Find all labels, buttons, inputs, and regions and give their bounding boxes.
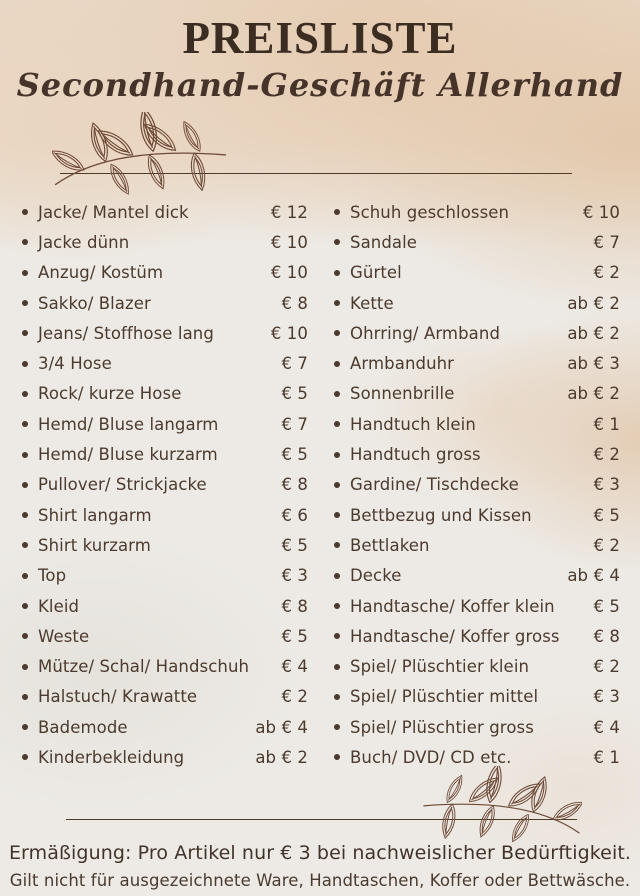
item-price: € 8 — [281, 293, 308, 313]
item-label: Handtasche/ Koffer klein — [350, 596, 555, 616]
bullet-icon — [334, 512, 340, 518]
item-label: Handtuch klein — [350, 414, 476, 434]
item-price: € 3 — [281, 566, 308, 586]
item-price: € 2 — [593, 535, 620, 555]
bullet-icon — [334, 452, 340, 458]
bullet-icon — [334, 664, 340, 670]
item-price: € 5 — [281, 535, 308, 555]
price-list-item — [332, 500, 620, 530]
item-label: Bademode — [38, 717, 128, 737]
item-price: € 10 — [270, 323, 308, 343]
bullet-icon — [334, 754, 340, 760]
item-price: ab € 4 — [255, 717, 308, 737]
item-label: Handtasche/ Koffer gross — [350, 626, 560, 646]
item-label: Spiel/ Plüschtier klein — [350, 657, 530, 677]
price-list-item — [20, 379, 308, 409]
bullet-icon — [22, 452, 28, 458]
bullet-icon — [22, 664, 28, 670]
price-list-item — [332, 409, 620, 439]
item-price: € 6 — [281, 505, 308, 525]
bullet-icon — [334, 542, 340, 548]
bullet-icon — [22, 633, 28, 639]
item-price: € 5 — [593, 596, 620, 616]
bullet-icon — [334, 633, 340, 639]
price-list-item — [332, 258, 620, 288]
item-price: € 7 — [281, 354, 308, 374]
item-label: Shirt langarm — [38, 505, 152, 525]
leaf-branch-icon — [420, 766, 582, 844]
price-list-item — [332, 439, 620, 469]
item-price: € 1 — [593, 747, 620, 767]
price-list-column-left — [20, 197, 308, 773]
price-list-item — [332, 561, 620, 591]
item-label: Sonnenbrille — [350, 384, 455, 404]
bullet-icon — [334, 209, 340, 215]
item-label: Pullover/ Strickjacke — [38, 475, 207, 495]
price-list-item — [20, 742, 308, 772]
price-list-item — [332, 197, 620, 227]
bullet-icon — [334, 391, 340, 397]
bullet-icon — [334, 482, 340, 488]
bullet-icon — [22, 391, 28, 397]
price-list-item — [332, 288, 620, 318]
item-label: Shirt kurzarm — [38, 535, 151, 555]
price-list-item — [332, 651, 620, 681]
item-price: € 4 — [281, 657, 308, 677]
price-list-column-right — [332, 197, 620, 773]
price-list-item — [20, 651, 308, 681]
bullet-icon — [22, 542, 28, 548]
item-price: € 8 — [593, 626, 620, 646]
bullet-icon — [22, 573, 28, 579]
item-label: Jeans/ Stoffhose lang — [38, 323, 214, 343]
price-list-item — [20, 500, 308, 530]
item-price: € 10 — [270, 263, 308, 283]
item-label: Spiel/ Plüschtier mittel — [350, 687, 539, 707]
item-price: € 5 — [281, 445, 308, 465]
item-price: € 5 — [281, 384, 308, 404]
bullet-icon — [22, 361, 28, 367]
price-list-item — [20, 470, 308, 500]
bullet-icon — [22, 694, 28, 700]
item-label: Bettlaken — [350, 535, 430, 555]
price-list-item — [20, 227, 308, 257]
item-price: € 7 — [281, 414, 308, 434]
price-list-item — [332, 227, 620, 257]
price-list-item — [20, 621, 308, 651]
price-list-item — [20, 591, 308, 621]
leaf-branch-icon — [52, 112, 230, 196]
bullet-icon — [22, 512, 28, 518]
discount-exclusions-note: Gilt nicht für ausgezeichnete Ware, Handtaschen, Koffer oder Bettwäsche. — [9, 871, 631, 890]
bullet-icon — [22, 209, 28, 215]
item-label: Kinderbekleidung — [38, 747, 185, 767]
price-list-item — [332, 348, 620, 378]
price-list-item — [20, 258, 308, 288]
item-price: € 2 — [593, 263, 620, 283]
bullet-icon — [334, 421, 340, 427]
price-list-item — [332, 318, 620, 348]
price-list — [20, 197, 620, 773]
item-price: ab € 3 — [567, 354, 620, 374]
item-label: Handtuch gross — [350, 445, 481, 465]
item-label: Gardine/ Tischdecke — [350, 475, 519, 495]
bullet-icon — [334, 330, 340, 336]
item-price: € 8 — [281, 596, 308, 616]
item-price: € 3 — [593, 475, 620, 495]
item-label: Rock/ kurze Hose — [38, 384, 182, 404]
page-title: PREISLISTE — [182, 13, 458, 63]
item-label: Bettbezug und Kissen — [350, 505, 532, 525]
bullet-icon — [334, 603, 340, 609]
discount-note: Ermäßigung: Pro Artikel nur € 3 bei nachweislicher Bedürftigkeit. — [8, 842, 632, 864]
item-label: Hemd/ Bluse langarm — [38, 414, 219, 434]
bullet-icon — [334, 694, 340, 700]
bullet-icon — [22, 300, 28, 306]
bullet-icon — [334, 361, 340, 367]
item-price: € 12 — [270, 202, 308, 222]
bullet-icon — [334, 573, 340, 579]
item-label: Decke — [350, 566, 402, 586]
price-list-item — [332, 682, 620, 712]
item-price: € 10 — [582, 202, 620, 222]
shop-name-subtitle: Secondhand-Geschäft Allerhand — [16, 66, 624, 104]
item-price: € 5 — [281, 626, 308, 646]
bullet-icon — [22, 421, 28, 427]
price-list-item — [20, 712, 308, 742]
item-label: Spiel/ Plüschtier gross — [350, 717, 534, 737]
price-list-item — [20, 439, 308, 469]
item-price: € 2 — [593, 445, 620, 465]
price-list-item — [332, 379, 620, 409]
price-list-item — [20, 288, 308, 318]
item-price: € 2 — [281, 687, 308, 707]
price-list-item — [332, 470, 620, 500]
bullet-icon — [22, 270, 28, 276]
price-list-item — [20, 318, 308, 348]
item-price: € 3 — [593, 687, 620, 707]
item-price: € 8 — [281, 475, 308, 495]
item-label: 3/4 Hose — [38, 354, 112, 374]
price-list-item — [20, 348, 308, 378]
price-list-item — [332, 621, 620, 651]
price-list-item — [332, 591, 620, 621]
item-label: Buch/ DVD/ CD etc. — [350, 747, 512, 767]
bullet-icon — [334, 270, 340, 276]
item-label: Top — [38, 566, 67, 586]
item-price: ab € 2 — [567, 323, 620, 343]
item-label: Gürtel — [350, 263, 402, 283]
item-price: ab € 2 — [567, 293, 620, 313]
bullet-icon — [334, 300, 340, 306]
price-list-item — [20, 409, 308, 439]
item-label: Ohrring/ Armband — [350, 323, 501, 343]
price-list-item — [20, 530, 308, 560]
item-label: Schuh geschlossen — [350, 202, 510, 222]
item-label: Sakko/ Blazer — [38, 293, 151, 313]
item-price: ab € 2 — [567, 384, 620, 404]
bullet-icon — [22, 754, 28, 760]
item-price: € 4 — [593, 717, 620, 737]
item-price: € 2 — [593, 657, 620, 677]
item-label: Anzug/ Kostüm — [38, 263, 164, 283]
item-price: € 1 — [593, 414, 620, 434]
item-label: Hemd/ Bluse kurzarm — [38, 445, 218, 465]
item-price: € 5 — [593, 505, 620, 525]
item-price: ab € 4 — [567, 566, 620, 586]
price-list-item — [332, 530, 620, 560]
price-list-item — [20, 561, 308, 591]
item-label: Jacke dünn — [38, 232, 130, 252]
bullet-icon — [22, 482, 28, 488]
bullet-icon — [334, 724, 340, 730]
item-label: Weste — [38, 626, 90, 646]
bullet-icon — [334, 239, 340, 245]
bullet-icon — [22, 239, 28, 245]
item-label: Kleid — [38, 596, 80, 616]
bullet-icon — [22, 603, 28, 609]
item-label: Sandale — [350, 232, 418, 252]
item-label: Armbanduhr — [350, 354, 455, 374]
item-label: Mütze/ Schal/ Handschuh — [38, 657, 250, 677]
price-list-item — [332, 712, 620, 742]
item-label: Jacke/ Mantel dick — [38, 202, 189, 222]
price-list-item — [20, 197, 308, 227]
item-label: Halstuch/ Krawatte — [38, 687, 198, 707]
item-price: € 7 — [593, 232, 620, 252]
item-price: ab € 2 — [255, 747, 308, 767]
bullet-icon — [22, 724, 28, 730]
price-list-item — [20, 682, 308, 712]
item-label: Kette — [350, 293, 394, 313]
item-price: € 10 — [270, 232, 308, 252]
bullet-icon — [22, 330, 28, 336]
